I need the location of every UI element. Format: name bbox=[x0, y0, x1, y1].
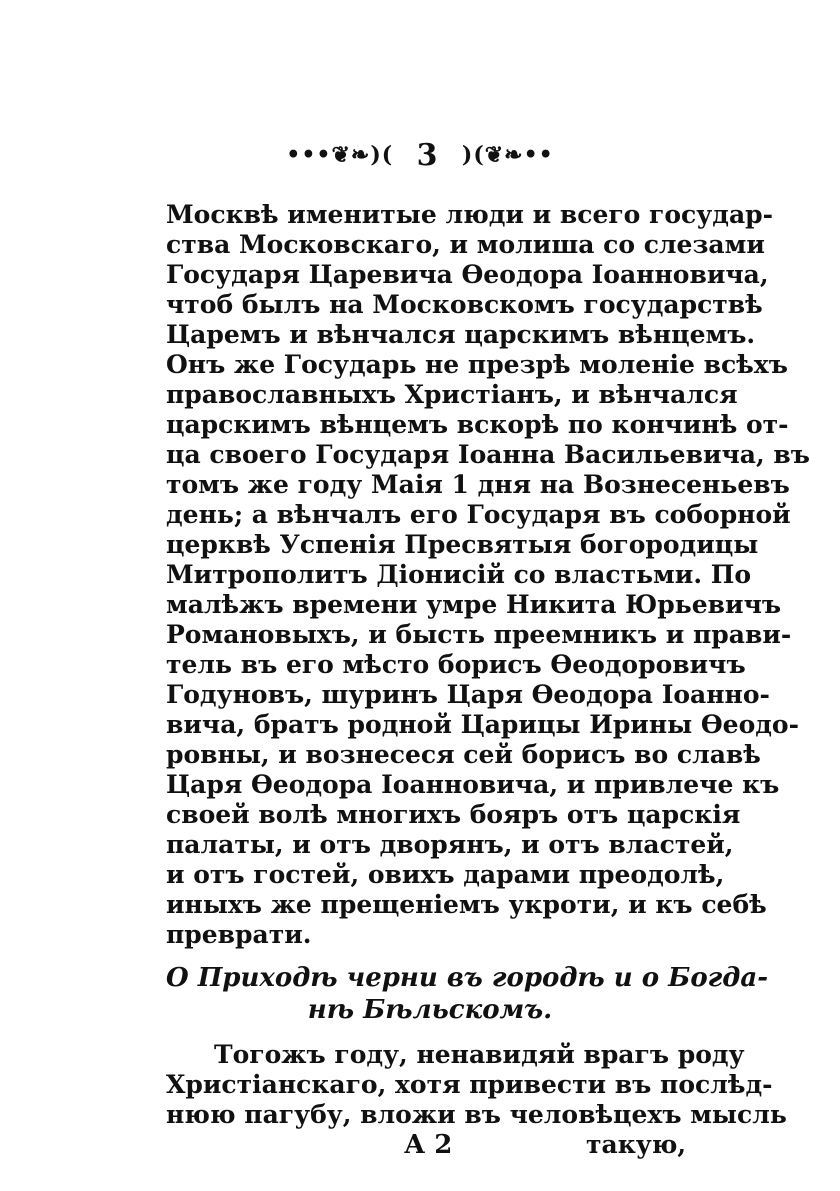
text-line: палаты, и отъ дворянъ, и отъ властей, bbox=[166, 830, 734, 859]
signature-mark: А 2 bbox=[404, 1130, 453, 1160]
text-line: малѣжъ времени умре Никита Юрьевичъ bbox=[166, 590, 782, 619]
text-line: Царя Ѳеодора Іоанновича, и привлече къ bbox=[166, 770, 780, 799]
text-line: Годуновъ, шуринъ Царя Ѳеодора Іоанно- bbox=[166, 680, 770, 709]
text-line: царскимъ вѣнцемъ вскорѣ по кончинѣ от- bbox=[166, 410, 789, 439]
text-line: Государя Царевича Ѳеодора Іоанновича, bbox=[166, 260, 769, 289]
text-line: день; а вѣнчалъ его Государя въ соборной bbox=[166, 500, 791, 529]
catchword: такую, bbox=[586, 1130, 687, 1159]
text-line: ца своего Государя Іоанна Васильевича, въ bbox=[166, 440, 810, 469]
running-header bbox=[0, 136, 840, 173]
text-line: чтоб былъ на Московскомъ государствѣ bbox=[166, 290, 763, 319]
text-line: своей волѣ многихъ бояръ отъ царскія bbox=[166, 800, 741, 829]
text-line: Христіанскаго, хотя привести въ послѣд- bbox=[166, 1070, 773, 1099]
text-line: преврати. bbox=[166, 920, 312, 949]
ornament-left: •••❦❧)( bbox=[286, 142, 394, 168]
text-line: и отъ гостей, овихъ дарами преодолѣ, bbox=[166, 860, 725, 889]
text-line: Москвѣ именитые люди и всего государ- bbox=[166, 200, 773, 229]
text-line: Митрополитъ Діонисій со властьми. По bbox=[166, 560, 752, 589]
text-line: Романовыхъ, и бысть преемникъ и прави- bbox=[166, 620, 792, 649]
text-line: томъ же году Маія 1 дня на Вознесеньевъ bbox=[166, 470, 790, 499]
heading-line: О Приходѣ черни въ городѣ и о Богда- bbox=[166, 963, 769, 993]
text-line: Онъ же Государь не презрѣ моленіе всѣхъ bbox=[166, 350, 788, 379]
text-line: нюю пагубу, вложи въ человѣцехъ мысль bbox=[166, 1100, 787, 1129]
text-line: ровны, и вознесеся сей борисъ во славѣ bbox=[166, 740, 761, 769]
text-line: Тогожъ году, ненавидяй врагъ роду bbox=[214, 1040, 745, 1069]
page-number: 3 bbox=[416, 137, 439, 173]
text-line: тель въ его мѣсто борисъ Ѳеодоровичъ bbox=[166, 650, 746, 679]
text-line: Царемъ и вѣнчался царскимъ вѣнцемъ. bbox=[166, 320, 756, 349]
text-line: церквѣ Успенія Пресвятыя богородицы bbox=[166, 530, 759, 559]
ornament-right: )(❦❧•• bbox=[461, 142, 554, 168]
text-line: ства Московскаго, и молиша со слезами bbox=[166, 230, 765, 259]
text-line: иныхъ же прещеніемъ укроти, и къ себѣ bbox=[166, 890, 767, 919]
text-line: вича, братъ родной Царицы Ирины Ѳеодо- bbox=[166, 710, 799, 739]
text-line: православныхъ Христіанъ, и вѣнчался bbox=[166, 380, 738, 409]
heading-line: нѣ Бѣльскомъ. bbox=[307, 995, 553, 1025]
